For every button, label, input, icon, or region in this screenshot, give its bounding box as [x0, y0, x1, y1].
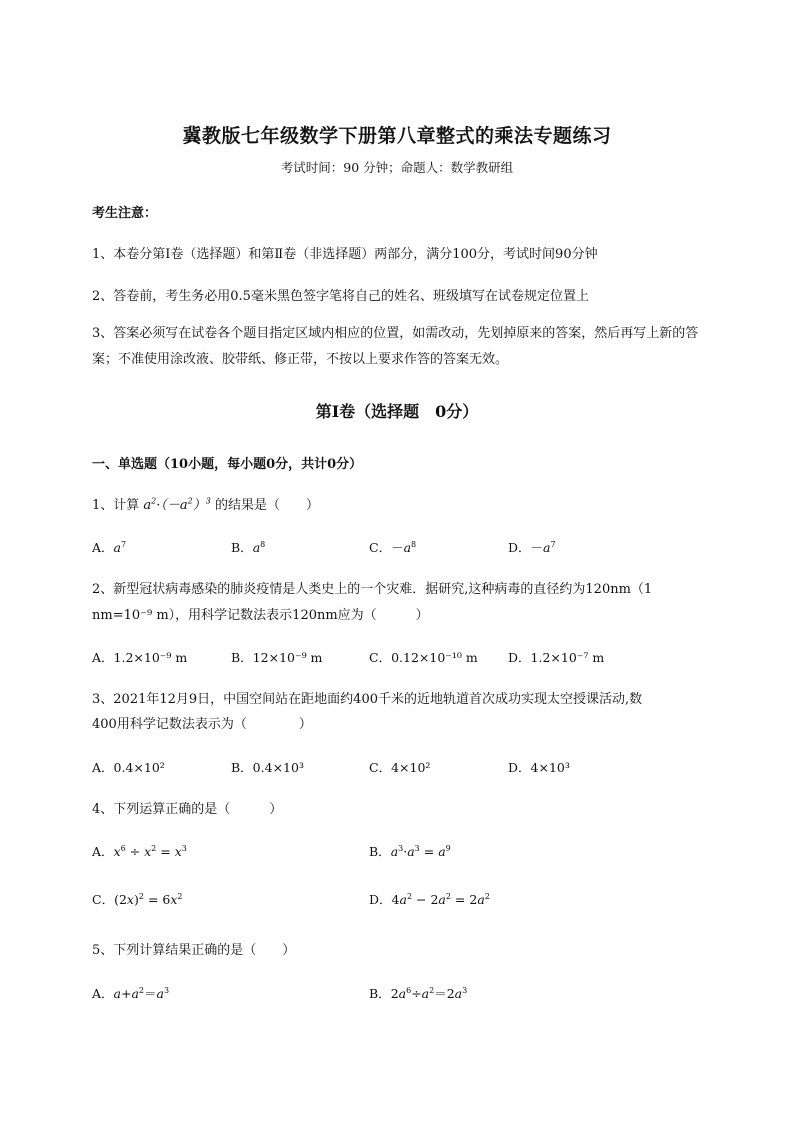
- question-2-option-d[interactable]: D．1.2×10⁻⁷ m: [508, 650, 605, 665]
- exam-subtitle: 考试时间：90 分钟；命题人：数学教研组: [280, 160, 514, 175]
- question-4-stem: 4、下列运算正确的是（ ）: [92, 802, 283, 817]
- question-5-option-b[interactable]: B．$2a^6\div a^2=2a^3$: [369, 985, 468, 1001]
- question-4-option-c[interactable]: C．$(2x)^2 = 6x^2$: [92, 891, 183, 907]
- question-3-line-1: 3、2021年12月9日，中国空间站在距地面约400千米的近地轨道首次成功实现太空授课活动,数: [92, 692, 643, 707]
- question-2-line-2: nm=10⁻⁹ m），用科学记数法表示120nm应为（ ）: [92, 608, 429, 623]
- question-1-stem: [92, 494, 319, 513]
- question-1-option-a[interactable]: A．$a^7$: [92, 539, 127, 555]
- notice-item-3: 3、答案必须写在试卷各个题目指定区域内相应的位置，如需改动，先划掉原来的答案，然后再写上新的答案；不准使用涂改液、胶带纸、修正带，不按以上要求作答的答案无效。: [92, 326, 699, 367]
- question-4-option-b[interactable]: B．$a^3\cdot a^3 = a^9$: [369, 843, 451, 859]
- question-5-stem: 5、下列计算结果正确的是（ ）: [92, 943, 296, 958]
- question-3-option-b[interactable]: B．0.4×10³: [231, 760, 304, 775]
- notice-item-1: 1、本卷分第Ⅰ卷（选择题）和第Ⅱ卷（非选择题）两部分，满分100分，考试时间90分钟: [92, 247, 598, 262]
- question-2-line-1: 2、新型冠状病毒感染的肺炎疫情是人类史上的一个灾难．据研究,这种病毒的直径约为120nm（1: [92, 582, 653, 597]
- question-2-option-c[interactable]: C．0.12×10⁻¹⁰ m: [369, 650, 478, 665]
- notice-heading: 考生注意：: [92, 206, 158, 221]
- notice-item-2: 2、答卷前，考生务必用0.5毫米黑色签字笔将自己的姓名、班级填写在试卷规定位置上: [92, 289, 589, 304]
- section-title: 第Ⅰ卷（选择题 0分）: [315, 402, 479, 421]
- question-1-stem-post: 的结果是（ ）: [210, 498, 319, 513]
- question-2-option-a[interactable]: A．1.2×10⁻⁹ m: [92, 650, 188, 665]
- question-1-option-c[interactable]: C．$-a^8$: [369, 539, 417, 555]
- question-3-line-2: 400用科学记数法表示为（ ）: [92, 717, 312, 732]
- question-1-option-b[interactable]: B．$a^8$: [231, 539, 266, 555]
- question-3-option-c[interactable]: C．4×10²: [369, 760, 431, 775]
- question-3-option-a[interactable]: A．0.4×10²: [92, 760, 165, 775]
- question-4-option-d[interactable]: D．$4a^2 - 2a^2 = 2a^2$: [369, 891, 490, 907]
- exam-title: 冀教版七年级数学下册第八章整式的乘法专题练习: [182, 125, 612, 147]
- question-2-option-b[interactable]: B．12×10⁻⁹ m: [231, 650, 323, 665]
- question-5-option-a[interactable]: A．$a+a^2=a^3$: [92, 985, 170, 1001]
- question-3-option-d[interactable]: D．4×10³: [508, 760, 570, 775]
- part-heading: 一、单选题（10小题，每小题0分，共计0分）: [92, 457, 363, 472]
- question-1-expression: $a^2\cdot(-a^2)^3$: [143, 496, 211, 513]
- question-1-stem-pre: 1、计算: [92, 498, 144, 513]
- question-4-option-a[interactable]: A．$x^6 \div x^2 = x^3$: [92, 843, 187, 859]
- question-1-option-d[interactable]: D．$-a^7$: [508, 539, 556, 555]
